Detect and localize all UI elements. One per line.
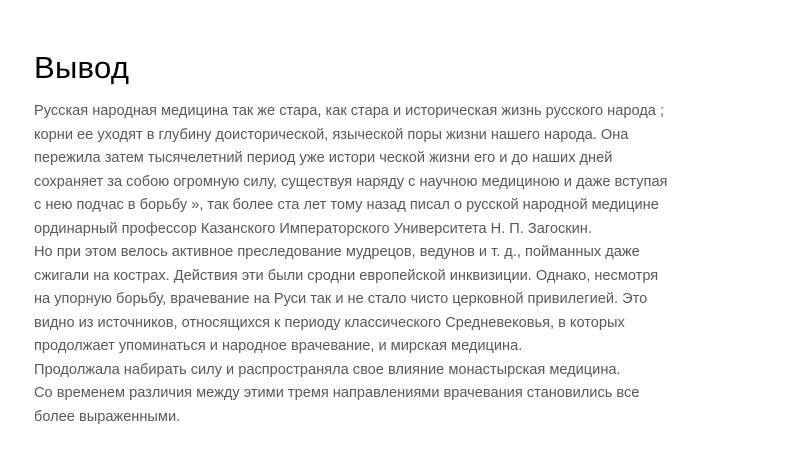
body-line: пережила затем тысячелетний период уже истори ческой жизни его и до наших дней — [34, 150, 613, 166]
body-line: видно из источников, относящихся к периоду классического Средневековья, в которых — [34, 314, 625, 331]
body-line: с нею подчас в борьбу », так более ста лет тому назад писал о русской народной медицине — [34, 197, 659, 213]
slide-title: Вывод — [34, 50, 130, 85]
body-line: более выраженными. — [34, 408, 181, 425]
body-line: корни ее уходят в глубину доисторической, языческой поры жизни нашего народа. Она — [34, 126, 629, 143]
body-line: Но при этом велось активное преследование мудрецов, ведунов и т. д., пойманных даже — [34, 244, 640, 260]
body-line: сжигали на кострах. Действия эти были сродни европейской инквизиции. Однако, несмотря — [34, 267, 659, 284]
body-line: Со временем различия между этими тремя направлениями врачевания становились все — [34, 385, 640, 401]
body-line: Русская народная медицина так же стара, как стара и историческая жизнь русского народа ; — [34, 103, 665, 119]
body-line: ординарный профессор Казанского Императорского Университета Н. П. Загоскин. — [34, 220, 592, 237]
body-line: Продолжала набирать силу и распространяла свое влияние монастырская медицина. — [34, 361, 621, 378]
body-line: на упорную борьбу, врачевание на Руси так и не стало чисто церковной привилегией. Это — [34, 291, 648, 307]
slide-body-text — [34, 100, 770, 429]
body-line: продолжает упоминаться и народное врачевание, и мирская медицина. — [34, 338, 523, 354]
body-line: сохраняет за собою огромную силу, существуя наряду с научною медициною и даже вступая — [34, 173, 668, 190]
